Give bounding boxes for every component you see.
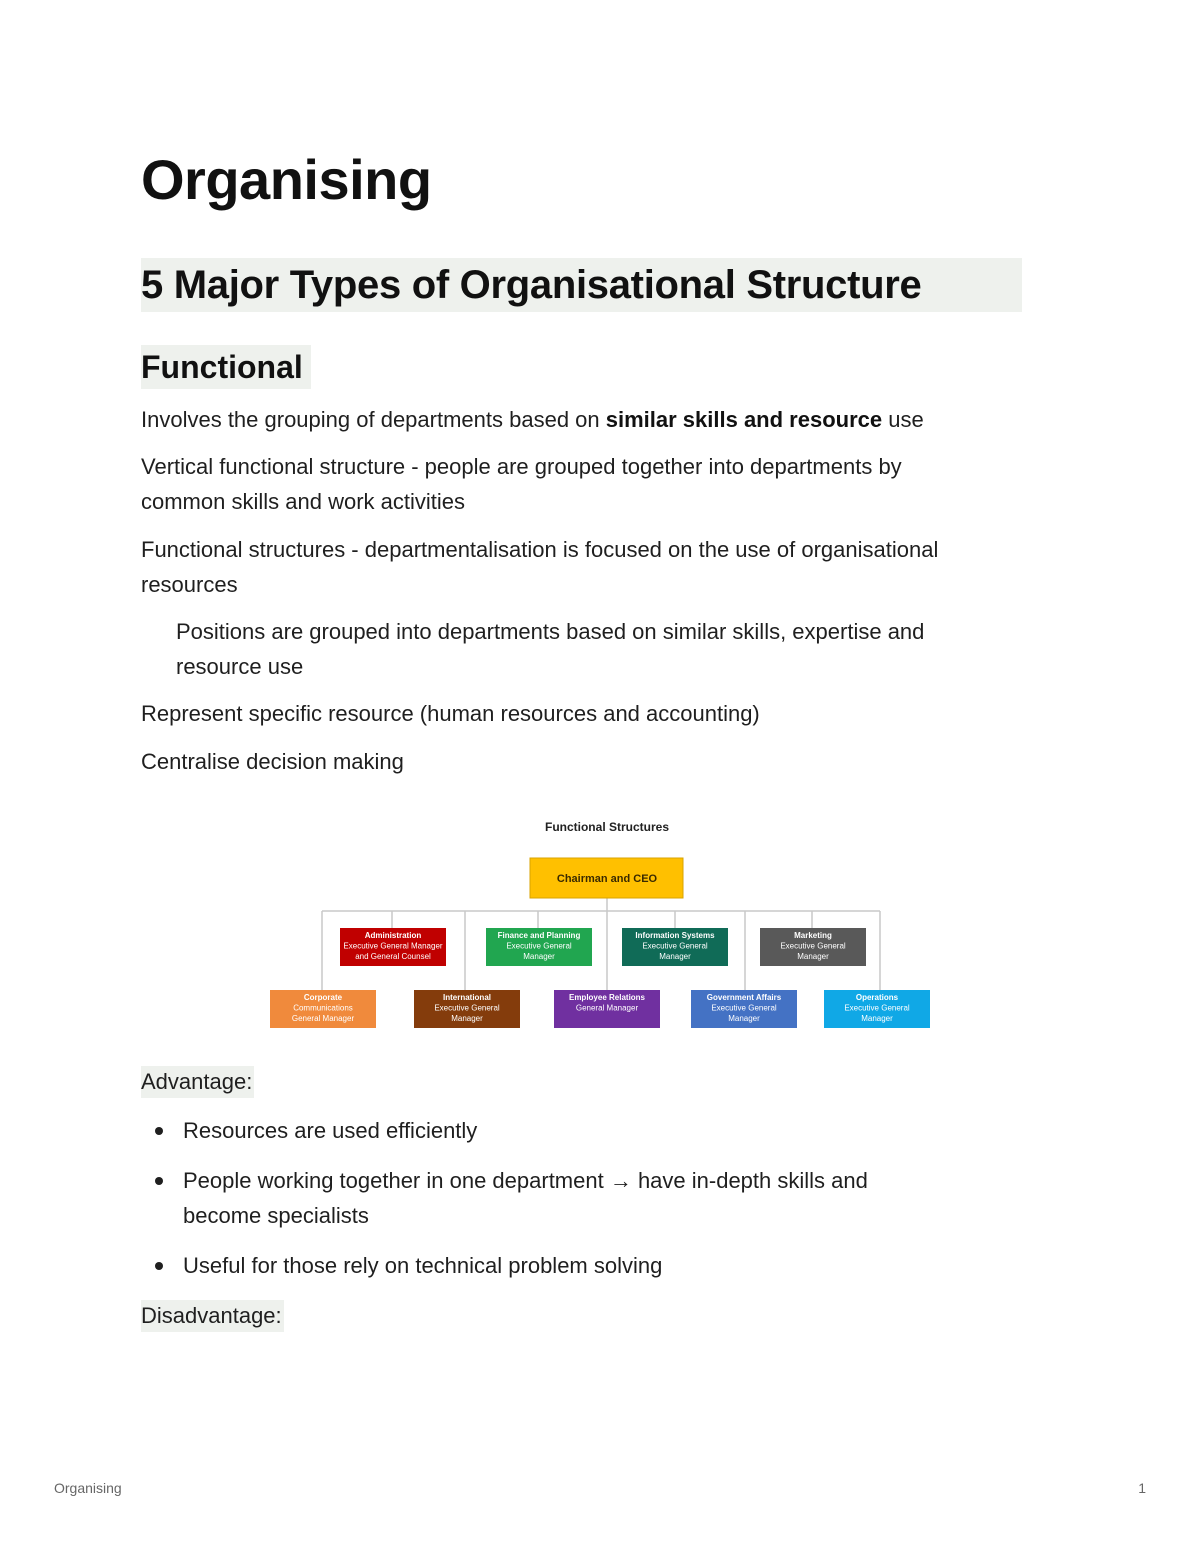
org-node-sub1: General Manager — [575, 1003, 639, 1013]
subsection-heading — [141, 345, 311, 389]
page-title: Organising — [141, 148, 432, 211]
paragraph-positions-line1: Positions are grouped into departments based on similar skills, expertise and — [176, 619, 925, 644]
paragraph-vertical-line1: Vertical functional structure - people are grouped together into departments by — [141, 454, 902, 479]
paragraph-grouping-bold: similar skills and resource — [605, 407, 883, 432]
advantages-list — [141, 1113, 1041, 1298]
bullet-dot-icon — [155, 1262, 163, 1270]
org-node-name: Government Affairs — [706, 993, 782, 1002]
advantage-text-cont: become specialists — [183, 1203, 369, 1228]
org-node-sub1: Executive General Manager — [343, 941, 443, 951]
advantage-text: Useful for those rely on technical problem solving — [183, 1253, 663, 1278]
org-node-sub2: Manager — [523, 952, 555, 961]
org-node-administration — [340, 928, 446, 966]
upper-row-nodes — [340, 928, 866, 966]
advantage-label: Advantage: — [141, 1066, 254, 1098]
org-node-sub1: Executive General — [434, 1003, 500, 1013]
org-node-information-systems — [622, 928, 728, 966]
advantage-text: People working together in one department → have in-depth skills and — [183, 1168, 868, 1193]
paragraph-grouping-pre: Involves the grouping of departments based on — [141, 407, 606, 432]
list-item — [141, 1113, 1041, 1148]
org-node-corporate — [270, 990, 376, 1028]
org-node-name: Finance and Planning — [497, 931, 581, 940]
section-heading-text: 5 Major Types of Organisational Structure — [141, 263, 922, 307]
org-node-sub2: Manager — [861, 1014, 893, 1023]
paragraph-functional-line2: resources — [141, 572, 238, 597]
org-node-government-affairs — [691, 990, 797, 1028]
paragraph-centralise: Centralise decision making — [141, 749, 404, 774]
lower-row-nodes — [270, 990, 930, 1028]
advantage-text: Resources are used efficiently — [183, 1118, 478, 1143]
org-node-name: Marketing — [794, 931, 832, 940]
org-node-name: Employee Relations — [568, 993, 646, 1002]
paragraph-functional-structures — [141, 532, 1071, 602]
org-node-operations — [824, 990, 930, 1028]
paragraph-grouping — [141, 402, 1071, 437]
org-node-sub1: Executive General — [844, 1003, 910, 1013]
org-node-name: Administration — [364, 931, 422, 940]
list-item — [141, 1163, 1041, 1233]
paragraph-grouping-post: use — [882, 407, 924, 432]
footer-page-number: 1 — [1138, 1480, 1146, 1496]
org-node-name: Corporate — [303, 993, 343, 1002]
diagram-title: Functional Structures — [544, 820, 670, 834]
section-heading — [141, 258, 1022, 312]
org-node-sub2: General Manager — [291, 1014, 355, 1023]
footer-doc-name: Organising — [54, 1480, 122, 1496]
node-chairman-ceo-label: Chairman and CEO — [556, 873, 658, 885]
org-node-sub1: Communications — [293, 1003, 353, 1013]
list-item — [141, 1248, 1041, 1283]
org-node-employee-relations — [554, 990, 660, 1028]
org-node-sub2: Manager — [728, 1014, 760, 1023]
bullet-dot-icon — [155, 1127, 163, 1135]
org-node-sub2: Manager — [659, 952, 691, 961]
subsection-heading-text: Functional — [141, 349, 303, 385]
disadvantage-label: Disadvantage: — [141, 1300, 284, 1332]
org-node-name: International — [442, 993, 492, 1002]
org-node-sub2: Manager — [451, 1014, 483, 1023]
org-node-sub1: Executive General — [780, 941, 846, 951]
paragraph-vertical-line2: common skills and work activities — [141, 489, 465, 514]
org-node-sub1: Executive General — [506, 941, 572, 951]
org-node-sub2: and General Counsel — [355, 952, 431, 961]
org-node-sub1: Executive General — [711, 1003, 777, 1013]
paragraph-vertical-structure — [141, 449, 1071, 519]
org-node-finance-and-planning — [486, 928, 592, 966]
org-chart-diagram — [260, 810, 940, 1035]
paragraph-positions-line2: resource use — [176, 654, 304, 679]
org-node-name: Information Systems — [635, 931, 715, 940]
org-node-marketing — [760, 928, 866, 966]
org-node-sub2: Manager — [797, 952, 829, 961]
paragraph-functional-line1: Functional structures - departmentalisation is focused on the use of organisational — [141, 537, 939, 562]
org-node-international — [414, 990, 520, 1028]
paragraph-positions-indented — [176, 614, 1056, 684]
node-chairman-ceo — [530, 858, 683, 898]
bullet-dot-icon — [155, 1177, 163, 1185]
paragraph-specific-resource: Represent specific resource (human resources and accounting) — [141, 701, 760, 726]
org-node-name: Operations — [855, 993, 899, 1002]
org-node-sub1: Executive General — [642, 941, 708, 951]
